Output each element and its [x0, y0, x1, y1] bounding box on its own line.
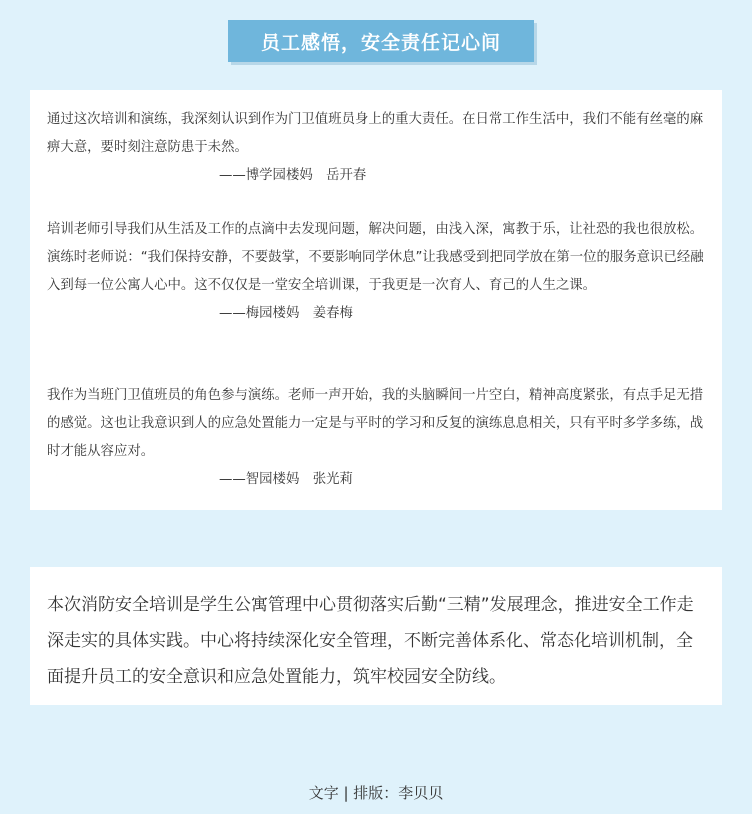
section-title: 员工感悟，安全责任记心间 — [228, 20, 534, 62]
testimonial-signature: ——梅园楼妈 姜春梅 — [219, 306, 353, 321]
testimonial-item — [47, 106, 707, 190]
testimonial-text: 我作为当班门卫值班员的角色参与演练。老师一声开始，我的头脑瞬间一片空白，精神高度紧张，有点手足无措的感觉。这也让我意识到人的应急处置能力一定是与平时的学习和反复的演练息息相关，只有平时多学多练，战时才能从容应对。 — [47, 388, 704, 459]
summary-text: 本次消防安全培训是学生公寓管理中心贯彻落实后勤“三精”发展理念，推进安全工作走深走实的具体实践。中心将持续深化安全管理，不断完善体系化、常态化培训机制，全面提升员工的安全意识和应急处置能力，筑牢校园安全防线。 — [47, 595, 694, 687]
credit-line: 文字 | 排版：李贝贝 — [308, 784, 444, 802]
summary-card — [30, 567, 722, 705]
testimonial-text: 通过这次培训和演练，我深刻认识到作为门卫值班员身上的重大责任。在日常工作生活中，我们不能有丝毫的麻痹大意，要时刻注意防患于未然。 — [47, 112, 704, 155]
testimonials-card — [30, 90, 722, 510]
testimonial-item — [47, 216, 707, 328]
testimonial-text: 培训老师引导我们从生活及工作的点滴中去发现问题，解决问题，由浅入深，寓教于乐，让社恐的我也很放松。演练时老师说：“我们保持安静，不要鼓掌，不要影响同学休息”让我感受到把同学放在第一位的服务意识已经融入到每一位公寓人心中。这不仅仅是一堂安全培训课，于我更是一次育人、育己的人生之课。 — [47, 222, 704, 293]
testimonial-signature: ——博学园楼妈 岳开春 — [219, 168, 367, 183]
testimonial-signature: ——智园楼妈 张光莉 — [219, 472, 353, 487]
testimonial-item — [47, 382, 707, 494]
